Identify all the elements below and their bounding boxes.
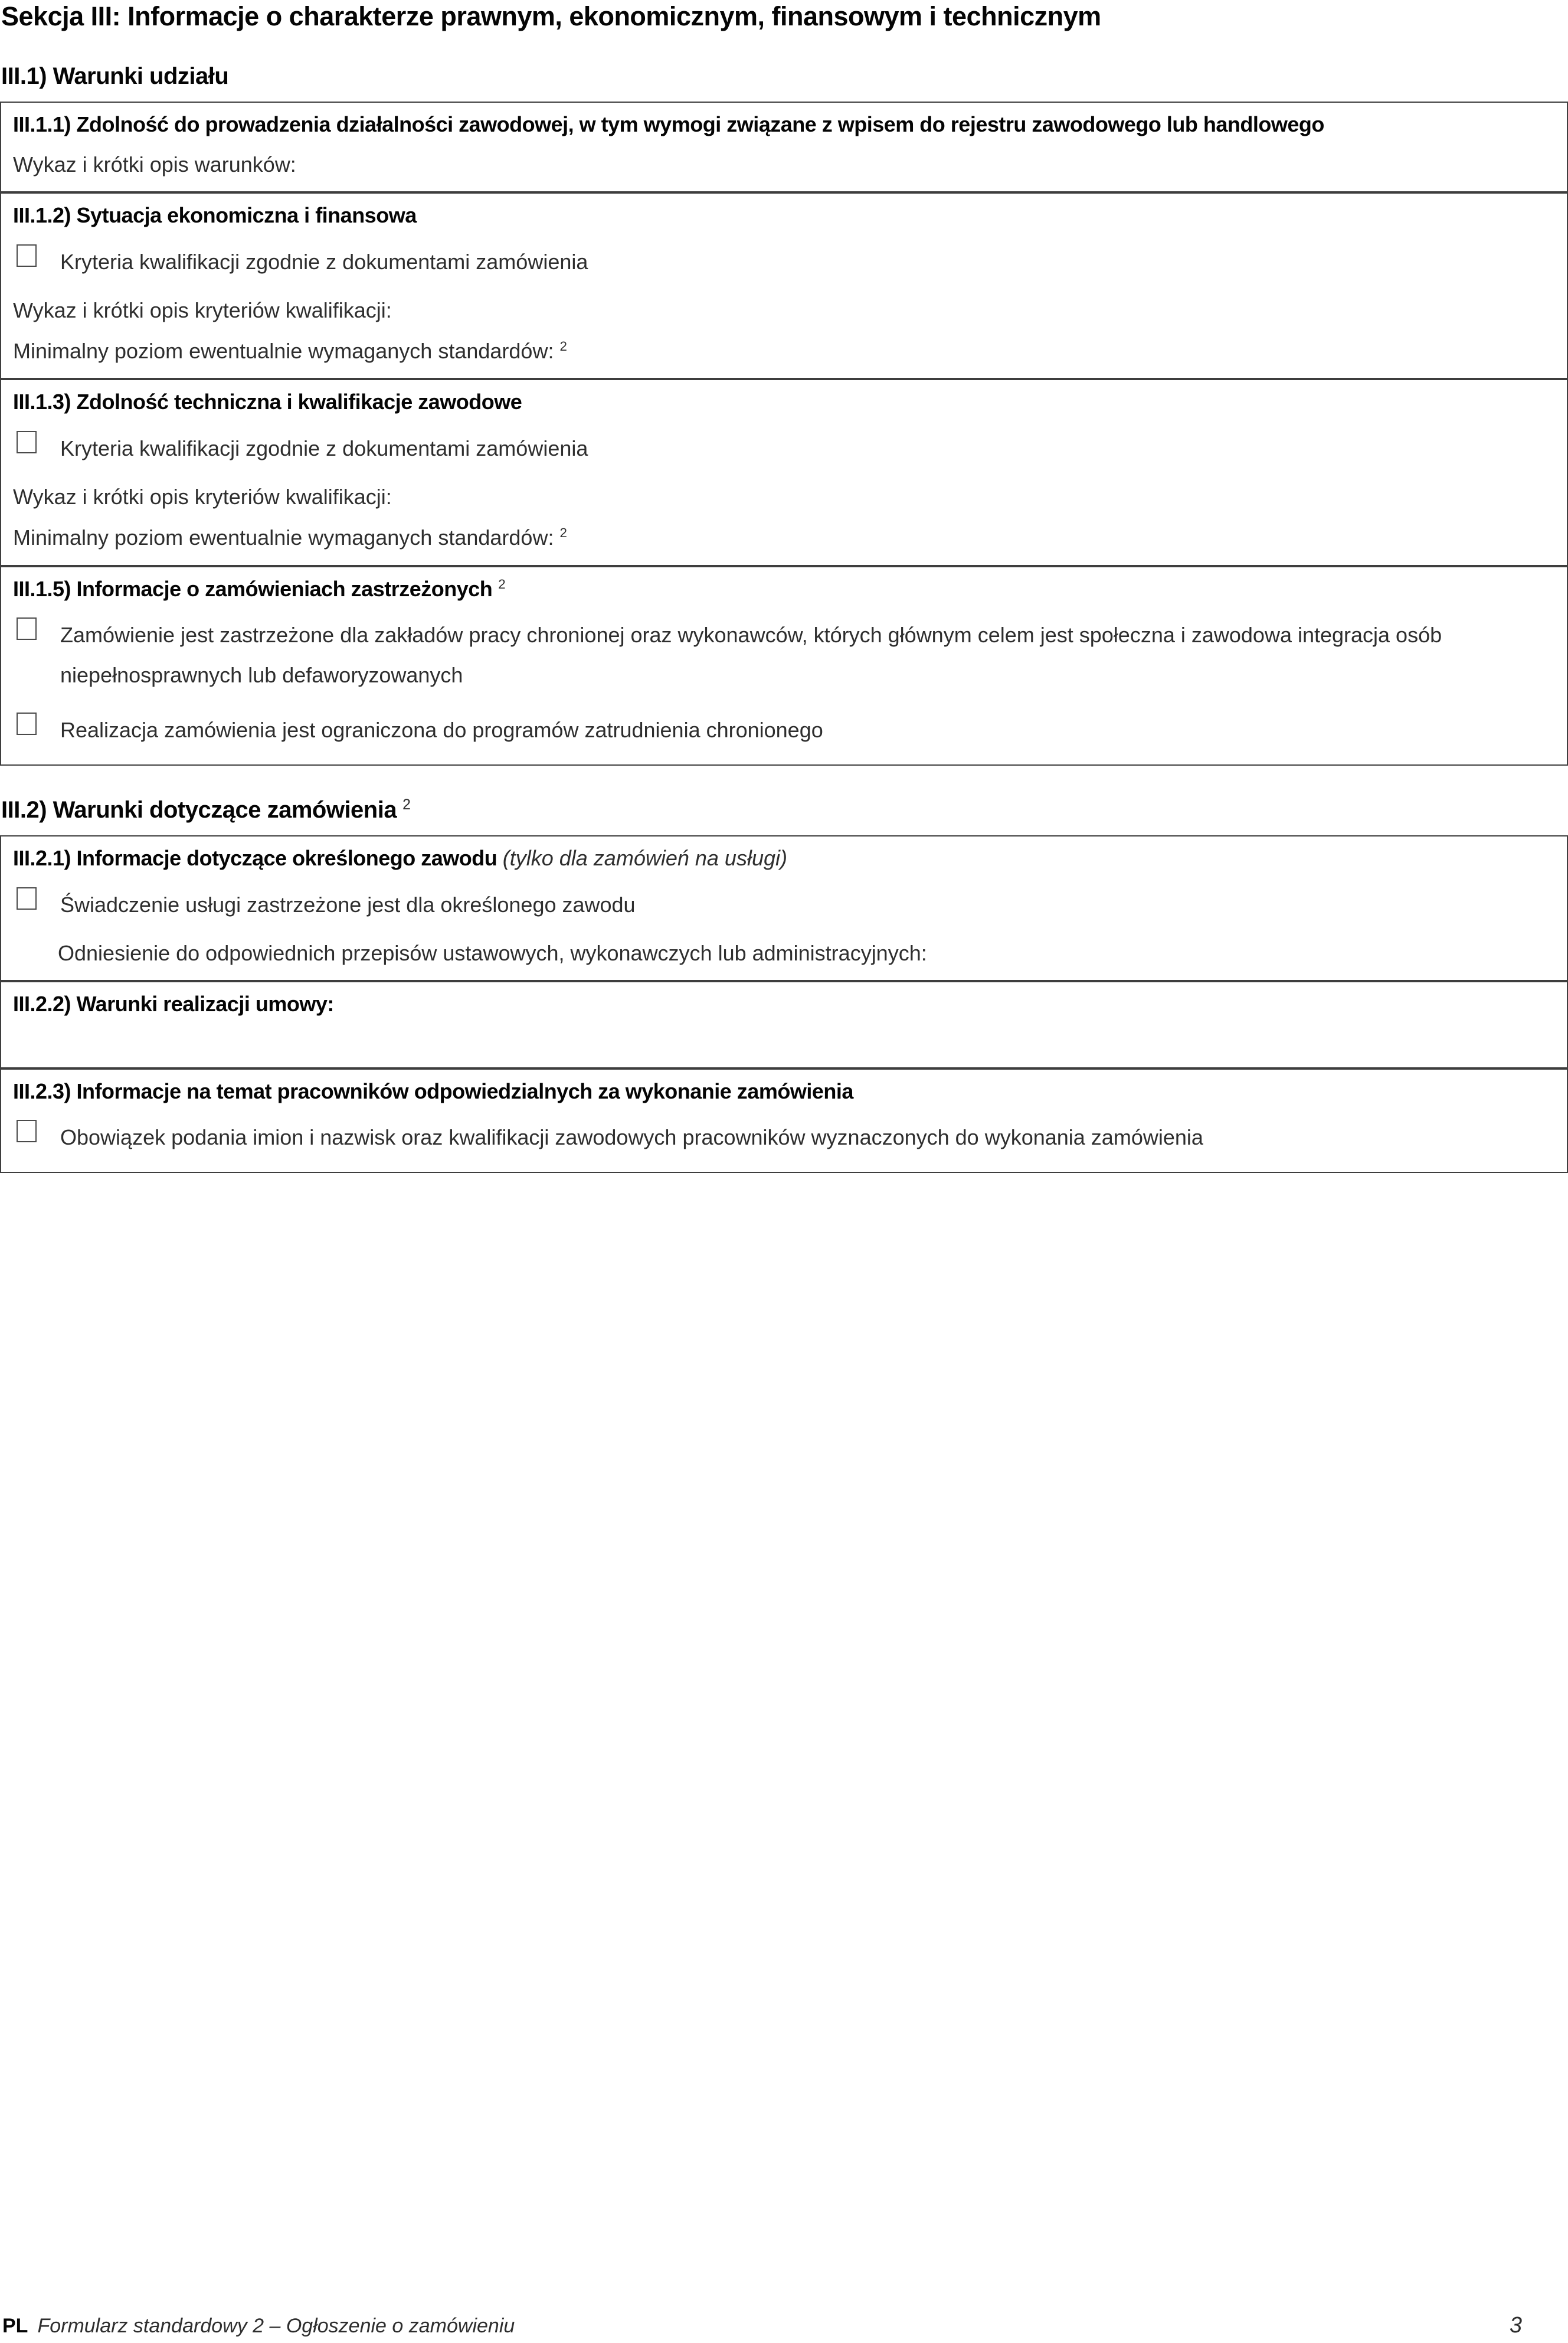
footer-language-code: PL <box>2 2315 28 2337</box>
subsection-iii11-heading-text: III.1.1) Zdolność do prowadzenia działalności zawodowej, w tym wymogi związane z wpisem do rejestru zawodowego lub handlowego <box>13 112 1324 136</box>
subsection-iii23-heading <box>13 1079 1555 1103</box>
section-iii2-box <box>0 835 1568 1173</box>
checkbox-zamowienie-zastrzezone[interactable] <box>17 617 37 640</box>
subsection-iii21-heading-text: III.2.1) Informacje dotyczące określonego zawodu <box>13 846 497 871</box>
minimum-standards-text: Minimalny poziom ewentualnie wymaganych standardów: <box>13 525 554 550</box>
subsection-iii13-heading-text: III.1.3) Zdolność techniczna i kwalifikacje zawodowe <box>13 390 522 414</box>
checkbox-label: Zamówienie jest zastrzeżone dla zakładów pracy chronionej oraz wykonawców, których głównym celem jest społeczna i zawodowa integracja osób niepełnosprawnych lub defaworyzowanych <box>60 623 1442 688</box>
subsection-iii12-heading-text: III.1.2) Sytuacja ekonomiczna i finansowa <box>13 203 417 228</box>
minimum-standards-label <box>13 338 1555 364</box>
subsection-iii21-heading <box>13 846 1555 870</box>
subsection-iii22 <box>0 981 1568 1068</box>
subsection-iii23 <box>0 1068 1568 1174</box>
checkbox-label: Kryteria kwalifikacji zgodnie z dokumentami zamówienia <box>60 436 588 460</box>
checkbox-obowiazek-podania-imion[interactable] <box>17 1120 37 1142</box>
checkbox-kryteria-kwalifikacji-techniczna[interactable] <box>17 431 37 453</box>
checkbox-row <box>17 615 1555 696</box>
checkbox-swiadczenie-uslugi[interactable] <box>17 887 37 910</box>
subsection-iii22-heading <box>13 992 1555 1016</box>
section-iii1-heading-text: III.1) Warunki udziału <box>1 63 229 89</box>
checkbox-label: Realizacja zamówienia jest ograniczona do programów zatrudnienia chronionego <box>60 717 823 742</box>
footnote-ref: 2 <box>559 339 567 354</box>
subsection-iii11 <box>0 102 1568 193</box>
subsection-iii15 <box>0 566 1568 766</box>
subsection-iii11-heading <box>13 112 1555 136</box>
checkbox-label: Świadczenie usługi zastrzeżone jest dla określonego zawodu <box>60 892 636 917</box>
footnote-ref: 2 <box>402 796 411 813</box>
criteria-description-label: Wykaz i krótki opis kryteriów kwalifikacji: <box>13 485 392 509</box>
subsection-iii21-heading-note: (tylko dla zamówień na usługi) <box>502 846 787 871</box>
checkbox-row <box>17 242 1555 282</box>
checkbox-label: Kryteria kwalifikacji zgodnie z dokumentami zamówienia <box>60 249 588 274</box>
footnote-ref: 2 <box>498 576 506 592</box>
subsection-iii13 <box>0 379 1568 566</box>
footer-page-number: 3 <box>1509 2313 1522 2338</box>
subsection-iii12 <box>0 192 1568 379</box>
section-iii1-heading <box>1 63 1568 90</box>
footer-form-name: Formularz standardowy 2 – Ogłoszenie o zamówieniu <box>37 2315 515 2337</box>
subsection-iii21 <box>0 835 1568 981</box>
empty-answer-space <box>13 1017 1555 1053</box>
subsection-iii15-heading <box>13 577 1555 601</box>
footnote-ref: 2 <box>559 525 567 541</box>
section-iii1-box <box>0 102 1568 766</box>
checkbox-row <box>17 429 1555 469</box>
section-iii2-heading-text: III.2) Warunki dotyczące zamówienia <box>1 797 397 824</box>
checkbox-label: Obowiązek podania imion i nazwisk oraz kwalifikacji zawodowych pracowników wyznaczonych do wykonania zamówienia <box>60 1125 1203 1149</box>
checkbox-realizacja-ograniczona[interactable] <box>17 713 37 735</box>
checkbox-row <box>17 710 1555 750</box>
list-description-label: Wykaz i krótki opis warunków: <box>13 152 296 177</box>
subsection-iii22-heading-text: III.2.2) Warunki realizacji umowy: <box>13 992 334 1017</box>
checkbox-row <box>17 885 1555 925</box>
legal-reference-label: Odniesienie do odpowiednich przepisów ustawowych, wykonawczych lub administracyjnych: <box>58 940 927 965</box>
subsection-iii15-heading-text: III.1.5) Informacje o zamówieniach zastrzeżonych <box>13 576 493 601</box>
subsection-iii13-heading <box>13 390 1555 414</box>
minimum-standards-label <box>13 525 1555 550</box>
page-footer <box>2 2313 1522 2338</box>
checkbox-kryteria-kwalifikacji-ekonomiczna[interactable] <box>17 244 37 267</box>
subsection-iii23-heading-text: III.2.3) Informacje na temat pracowników odpowiedzialnych za wykonanie zamówienia <box>13 1079 853 1103</box>
checkbox-row <box>17 1117 1555 1158</box>
minimum-standards-text: Minimalny poziom ewentualnie wymaganych standardów: <box>13 339 554 364</box>
criteria-description-label: Wykaz i krótki opis kryteriów kwalifikacji: <box>13 298 392 323</box>
section-iii2-heading <box>1 796 1568 824</box>
subsection-iii12-heading <box>13 203 1555 227</box>
page-title: Sekcja III: Informacje o charakterze prawnym, ekonomicznym, finansowym i technicznym <box>1 1 1101 31</box>
